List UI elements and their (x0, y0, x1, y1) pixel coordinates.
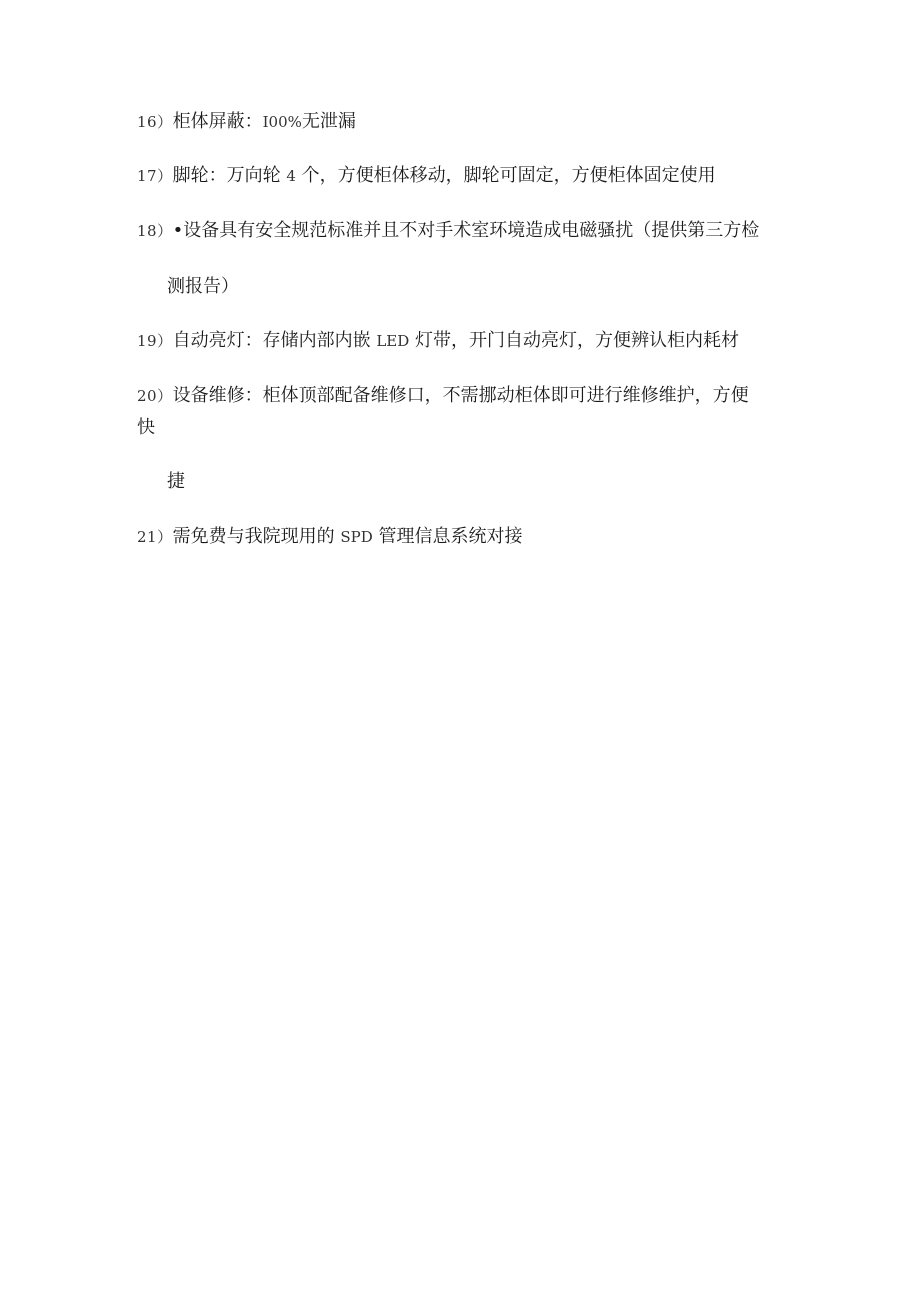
item-text: 测报告） (167, 276, 239, 297)
item-text: I00% (262, 113, 302, 131)
item-number: 16） (137, 113, 173, 131)
item-text: SPD (340, 528, 373, 546)
item-number: 20） (137, 387, 173, 405)
list-item-18-continuation (167, 275, 239, 299)
item-text: 无泄漏 (301, 111, 356, 132)
list-item-17 (137, 164, 716, 188)
item-text: LED (376, 332, 410, 350)
item-text: 管理信息系统对接 (372, 526, 523, 547)
list-item-20-wrap (137, 416, 155, 440)
item-text: 个，方便柜体移动，脚轮可固定，方便柜体固定使用 (295, 165, 716, 186)
item-text: 设备维修：柜体顶部配备维修口，不需挪动柜体即可进行维修维护，方便 (172, 385, 749, 406)
item-text: 捷 (167, 471, 185, 492)
list-item-19 (137, 329, 739, 353)
list-item-16 (137, 110, 356, 134)
item-text: 灯带，开门自动亮灯，方便辨认柜内耗材 (409, 330, 739, 351)
list-item-21 (137, 525, 522, 549)
item-text: 脚轮：万向轮 (172, 165, 287, 186)
item-number: 19） (137, 332, 173, 350)
item-number: 17） (137, 167, 173, 185)
item-number: 21） (137, 528, 173, 546)
item-text: 快 (137, 417, 155, 438)
list-item-20 (137, 384, 749, 408)
item-number: 18） (137, 222, 173, 240)
list-item-20-continuation (167, 470, 185, 494)
item-text: 需免费与我院现用的 (172, 526, 341, 547)
item-text: •设备具有安全规范标准并且不对手术室环境造成电磁骚扰（提供第三方检 (172, 220, 760, 241)
list-item-18 (137, 219, 759, 243)
item-text: 自动亮灯：存储内部内嵌 (172, 330, 377, 351)
item-text: 4 (286, 167, 296, 185)
item-text: 柜体屏蔽： (172, 111, 263, 132)
